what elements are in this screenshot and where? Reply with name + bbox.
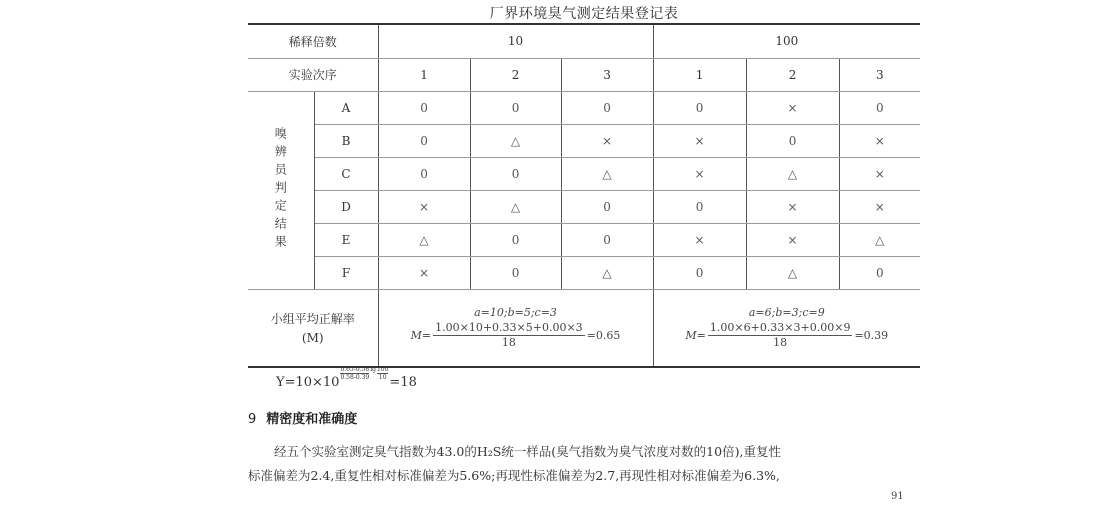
result-mark: 0	[746, 124, 839, 157]
trial-label: 实验次序	[248, 58, 378, 91]
trial-number: 2	[746, 58, 839, 91]
abc-values: a=10;b=5;c=3	[474, 306, 557, 320]
exponent-lg: lg	[370, 366, 376, 373]
trial-number: 2	[470, 58, 561, 91]
dilution-label: 稀释倍数	[248, 24, 378, 58]
result-mark: ×	[653, 157, 746, 190]
result-mark: ×	[746, 190, 839, 223]
trial-number: 1	[378, 58, 470, 91]
formula-result: =0.39	[854, 329, 889, 343]
exponent-fraction	[340, 366, 369, 381]
result-mark: ×	[839, 190, 920, 223]
result-mark: 0	[561, 223, 653, 256]
dilution-value: 100	[653, 24, 920, 58]
result-mark: △	[839, 223, 920, 256]
paragraph-line: 经五个实验室测定臭气指数为43.0的H₂S统一样品(臭气指数为臭气浓度对数的10倍),重复性	[274, 444, 781, 459]
average-label-symbol: (M)	[301, 331, 324, 346]
result-mark: △	[746, 157, 839, 190]
result-mark: 0	[561, 91, 653, 124]
panelist-letter: D	[314, 190, 378, 223]
result-mark: △	[470, 124, 561, 157]
result-mark: △	[470, 190, 561, 223]
panelist-letter: C	[314, 157, 378, 190]
result-mark: 0	[378, 91, 470, 124]
abc-values: a=6;b=3;c=9	[748, 306, 825, 320]
average-10-cell	[378, 289, 653, 367]
result-mark: 0	[378, 124, 470, 157]
y-formula	[276, 366, 417, 390]
average-row	[248, 289, 920, 367]
lg-denominator: 10	[378, 374, 387, 381]
formula-numerator: 1.00×10+0.33×5+0.00×3	[435, 321, 583, 335]
y-exponent	[339, 366, 389, 381]
result-mark: 0	[653, 91, 746, 124]
table-row	[248, 91, 920, 124]
trial-number: 1	[653, 58, 746, 91]
result-mark: ×	[378, 190, 470, 223]
result-mark: 0	[653, 190, 746, 223]
result-mark: 0	[470, 91, 561, 124]
trial-number: 3	[839, 58, 920, 91]
result-mark: ×	[839, 157, 920, 190]
exponent-numerator: 0.65-0.58	[340, 366, 370, 373]
result-mark: 0	[470, 223, 561, 256]
table-title: 厂界环境臭气测定结果登记表	[489, 6, 679, 22]
formula-denominator: 18	[773, 336, 788, 350]
table-row	[248, 124, 920, 157]
trial-number: 3	[561, 58, 653, 91]
trial-row	[248, 58, 920, 91]
section-title: 精密度和准确度	[266, 412, 358, 427]
page-number: 91	[891, 491, 904, 502]
result-mark: 0	[470, 157, 561, 190]
result-mark: ×	[653, 223, 746, 256]
result-mark: 0	[561, 190, 653, 223]
average-label-text: 小组平均正解率	[270, 312, 355, 327]
result-mark: △	[746, 256, 839, 289]
result-mark: 0	[470, 256, 561, 289]
average-formula	[685, 321, 888, 350]
dilution-row	[248, 24, 920, 58]
lg-numerator: 100	[376, 366, 389, 373]
y-prefix: Y=10×10	[276, 375, 340, 390]
result-mark: ×	[378, 256, 470, 289]
table-row	[248, 157, 920, 190]
body-paragraph	[248, 440, 928, 488]
table-row	[248, 256, 920, 289]
m-prefix: M=	[410, 329, 432, 343]
result-mark: ×	[653, 124, 746, 157]
table-row	[248, 190, 920, 223]
exponent-denominator: 0.58-0.39	[340, 374, 370, 381]
y-result: =18	[389, 375, 417, 390]
section-heading	[248, 408, 357, 427]
result-mark: △	[561, 256, 653, 289]
formula-fraction	[433, 321, 585, 350]
panelist-letter: F	[314, 256, 378, 289]
result-mark: 0	[839, 91, 920, 124]
paragraph-line: 标准偏差为2.4,重复性相对标准偏差为5.6%;再现性标准偏差为2.7,再现性相对标准偏差为6.3%,	[248, 468, 780, 483]
result-mark: ×	[746, 91, 839, 124]
formula-numerator: 1.00×6+0.33×3+0.00×9	[709, 321, 851, 335]
panelist-letter: E	[314, 223, 378, 256]
lg-fraction	[377, 366, 388, 381]
m-prefix: M=	[685, 329, 706, 343]
result-mark: ×	[561, 124, 653, 157]
panelist-letter: A	[314, 91, 378, 124]
formula-denominator: 18	[501, 336, 516, 350]
formula-result: =0.65	[586, 329, 621, 343]
odor-result-table	[248, 23, 920, 368]
result-mark: 0	[839, 256, 920, 289]
dilution-value: 10	[378, 24, 653, 58]
average-100-cell	[653, 289, 920, 367]
result-mark: 0	[653, 256, 746, 289]
result-mark: 0	[378, 157, 470, 190]
average-formula	[411, 321, 621, 350]
result-mark: △	[378, 223, 470, 256]
panelist-letter: B	[314, 124, 378, 157]
average-label	[248, 289, 378, 367]
section-number: 9	[248, 412, 257, 427]
formula-fraction	[708, 321, 853, 350]
table-row	[248, 223, 920, 256]
result-mark: ×	[746, 223, 839, 256]
result-mark: ×	[839, 124, 920, 157]
result-mark: △	[561, 157, 653, 190]
panel-label: 嗅辨员判定结果	[248, 91, 314, 289]
